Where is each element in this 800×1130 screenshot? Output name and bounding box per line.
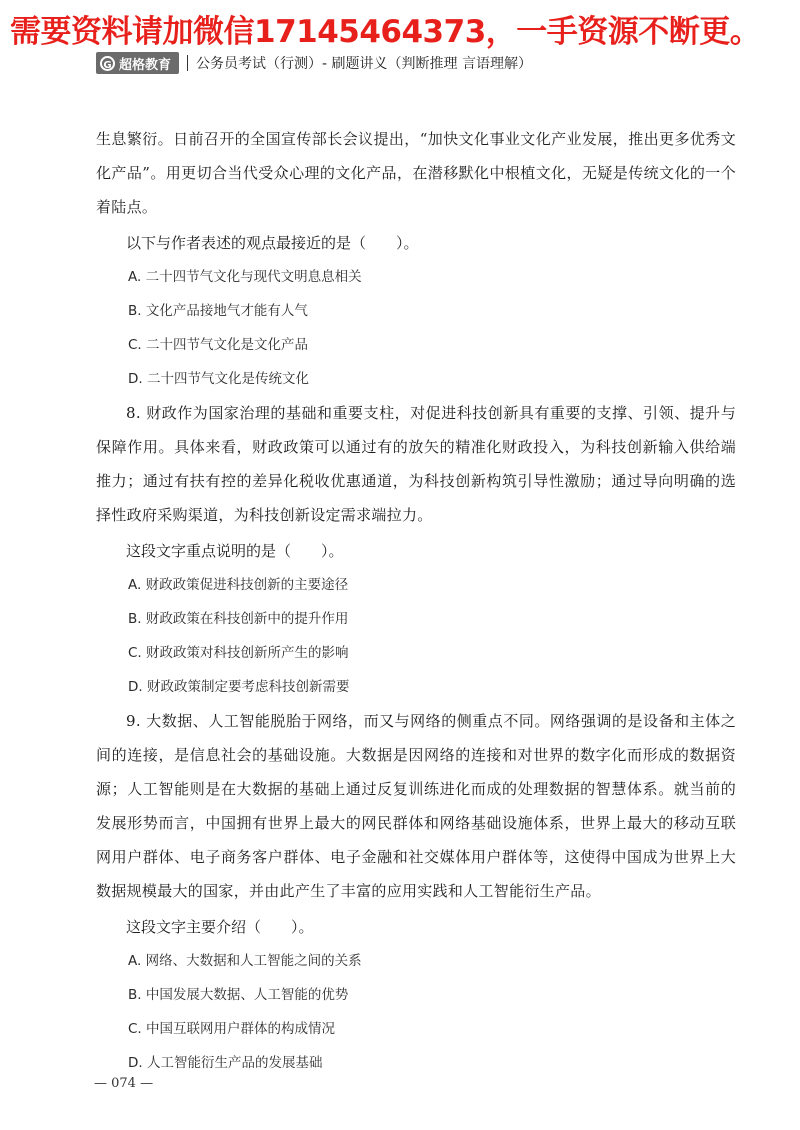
- q8-option-b: B. 财政政策在科技创新中的提升作用: [128, 611, 349, 627]
- q7-option-b: B. 文化产品接地气才能有人气: [128, 303, 308, 319]
- publisher-logo: [96, 52, 179, 74]
- q7-option-a: A. 二十四节气文化与现代文明息息相关: [128, 269, 362, 285]
- q9-question: 这段文字主要介绍（ ）。: [126, 918, 314, 936]
- page-content: [96, 122, 736, 1080]
- passage-7-continuation: 生息繁衍。日前召开的全国宣传部长会议提出，“加快文化事业文化产业发展，推出更多优秀文化产品”。用更切合当代受众心理的文化产品，在潜移默化中根植文化，无疑是传统文化的一个着陆点。: [96, 130, 736, 216]
- logo-g-icon: G: [100, 56, 115, 71]
- q9-option-c: C. 中国互联网用户群体的构成情况: [128, 1021, 336, 1037]
- page-number: — 074 —: [94, 1076, 154, 1091]
- q9-passage: 9. 大数据、人工智能脱胎于网络，而又与网络的侧重点不同。网络强调的是设备和主体之间的连接，是信息社会的基础设施。大数据是因网络的连接和对世界的数字化而形成的数据资源；人工智能则是在大数据的基础上通过反复训练进化而成的处理数据的智慧体系。就当前的发展形势而言，中国拥有世界上最大的网民群体和网络基础设施体系，世界上最大的移动互联网用户群体、电子商务客户群体、电子金融和社交媒体用户群体等，这使得中国成为世界上大数据规模最大的国家，并由此产生了丰富的应用实践和人工智能衍生产品。: [96, 712, 736, 900]
- q7-option-c: C. 二十四节气文化是文化产品: [128, 337, 309, 353]
- q9-option-d: D. 人工智能衍生产品的发展基础: [128, 1055, 323, 1071]
- q8-option-c: C. 财政政策对科技创新所产生的影响: [128, 645, 349, 661]
- q7-option-d: D. 二十四节气文化是传统文化: [128, 371, 309, 387]
- page-header: [96, 50, 716, 76]
- q9-option-b: B. 中国发展大数据、人工智能的优势: [128, 987, 349, 1003]
- watermark-banner: 需要资料请加微信17145464373，一手资源不断更。: [10, 14, 761, 50]
- header-divider: [187, 55, 188, 71]
- q8-option-a: A. 财政政策促进科技创新的主要途径: [128, 577, 349, 593]
- header-title: 公务员考试（行测）- 刷题讲义（判断推理 言语理解）: [196, 56, 532, 72]
- logo-text: 超格教育: [119, 57, 172, 73]
- q8-question: 这段文字重点说明的是（ ）。: [126, 542, 344, 560]
- q8-passage: 8. 财政作为国家治理的基础和重要支柱，对促进科技创新具有重要的支撑、引领、提升与保障作用。具体来看，财政政策可以通过有的放矢的精准化财政投入，为科技创新输入供给端推力；通过有扶有控的差异化税收优惠通道，为科技创新构筑引导性激励；通过导向明确的选择性政府采购渠道，为科技创新设定需求端拉力。: [96, 404, 736, 524]
- q9-option-a: A. 网络、大数据和人工智能之间的关系: [128, 953, 362, 969]
- q7-question: 以下与作者表述的观点最接近的是（ ）。: [126, 234, 419, 252]
- q8-option-d: D. 财政政策制定要考虑科技创新需要: [128, 679, 350, 695]
